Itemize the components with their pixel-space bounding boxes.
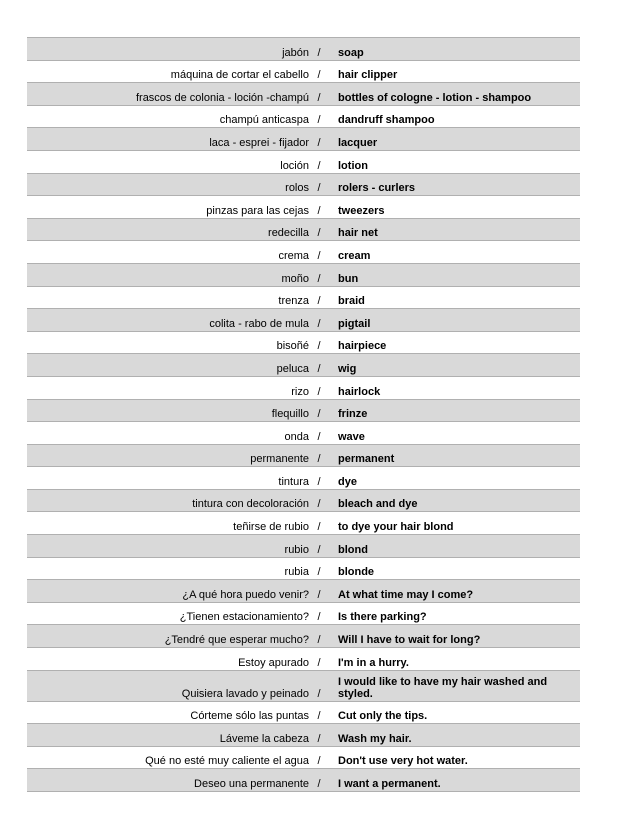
- english-term: pigtail: [338, 317, 371, 330]
- separator: /: [317, 453, 321, 466]
- english-term: Wash my hair.: [338, 732, 412, 745]
- separator: /: [317, 732, 321, 745]
- spanish-term: rizo: [291, 385, 309, 398]
- separator: /: [317, 755, 321, 768]
- english-term: rolers - curlers: [338, 182, 416, 195]
- spanish-term: trenza: [278, 295, 309, 308]
- separator: /: [317, 204, 321, 217]
- separator: /: [317, 778, 321, 790]
- table-row: [27, 558, 580, 581]
- spanish-term: ¿Tendré que esperar mucho?: [164, 634, 309, 647]
- english-term: dandruff shampoo: [338, 114, 435, 127]
- spanish-term: flequillo: [271, 408, 309, 421]
- separator: /: [317, 385, 321, 398]
- spanish-term: peluca: [276, 362, 309, 375]
- table-row: [27, 603, 580, 626]
- table-row: [27, 648, 580, 671]
- separator: /: [317, 362, 321, 375]
- english-term: At what time may I come?: [338, 588, 474, 601]
- spanish-term: Quisiera lavado y peinado: [181, 687, 309, 700]
- spanish-term: rubio: [284, 543, 309, 556]
- spanish-term: frascos de colonia - loción -champú: [135, 91, 309, 104]
- spanish-term: colita - rabo de mula: [209, 317, 309, 330]
- table-row: [27, 422, 580, 445]
- table-row: [27, 106, 580, 129]
- separator: /: [317, 408, 321, 421]
- table-row: [27, 241, 580, 264]
- separator: /: [317, 687, 321, 700]
- spanish-term: ¿Tienen estacionamiento?: [179, 611, 309, 624]
- table-row: [27, 671, 580, 702]
- spanish-term: crema: [278, 249, 309, 262]
- separator: /: [317, 611, 321, 624]
- spanish-term: pinzas para las cejas: [206, 204, 309, 217]
- spanish-term: champú anticaspa: [219, 114, 309, 127]
- english-term: frinze: [338, 408, 368, 421]
- separator: /: [317, 295, 321, 308]
- english-term: I want a permanent.: [338, 778, 441, 790]
- separator: /: [317, 656, 321, 669]
- separator: /: [317, 317, 321, 330]
- english-term: hairlock: [338, 385, 381, 398]
- english-term: braid: [338, 295, 365, 308]
- spanish-term: Deseo una permanente: [194, 778, 309, 790]
- table-row: [27, 445, 580, 468]
- english-term: I would like to have my hair washed and styled.: [338, 675, 548, 700]
- english-term: Cut only the tips.: [338, 710, 428, 723]
- english-term: lacquer: [338, 136, 378, 149]
- english-term: blond: [338, 543, 368, 556]
- table-row: [27, 128, 580, 151]
- table-row: [27, 151, 580, 174]
- table-row: [27, 535, 580, 558]
- table-row: [27, 377, 580, 400]
- table-row: [27, 625, 580, 648]
- english-term: lotion: [338, 159, 368, 172]
- table-row: [27, 332, 580, 355]
- table-row: [27, 354, 580, 377]
- spanish-term: Estoy apurado: [238, 656, 309, 669]
- spanish-term: redecilla: [268, 227, 309, 240]
- separator: /: [317, 566, 321, 579]
- table-row: [27, 769, 580, 792]
- english-term: bottles of cologne - lotion - shampoo: [338, 91, 532, 104]
- separator: /: [317, 710, 321, 723]
- separator: /: [317, 159, 321, 172]
- english-term: hair clipper: [338, 69, 398, 82]
- separator: /: [317, 114, 321, 127]
- spanish-term: tintura: [278, 475, 309, 488]
- english-term: Will I have to wait for long?: [338, 634, 481, 647]
- spanish-term: jabón: [282, 46, 309, 59]
- spanish-term: máquina de cortar el cabello: [170, 69, 309, 82]
- english-term: wig: [338, 362, 357, 375]
- spanish-term: teñirse de rubio: [233, 521, 309, 534]
- spanish-term: Láveme la cabeza: [219, 732, 309, 745]
- english-term: Is there parking?: [338, 611, 427, 624]
- separator: /: [317, 69, 321, 82]
- table-row: [27, 724, 580, 747]
- separator: /: [317, 340, 321, 353]
- table-row: [27, 512, 580, 535]
- table-row: [27, 196, 580, 219]
- english-term: permanent: [338, 453, 395, 466]
- separator: /: [317, 91, 321, 104]
- table-row: [27, 83, 580, 106]
- table-row: [27, 467, 580, 490]
- separator: /: [317, 182, 321, 195]
- vocabulary-table: [27, 37, 580, 792]
- english-term: hair net: [338, 227, 378, 240]
- separator: /: [317, 136, 321, 149]
- table-row: [27, 219, 580, 242]
- spanish-term: loción: [280, 159, 309, 172]
- separator: /: [317, 46, 321, 59]
- separator: /: [317, 249, 321, 262]
- spanish-term: permanente: [250, 453, 309, 466]
- english-term: bleach and dye: [338, 498, 418, 511]
- table-row: [27, 264, 580, 287]
- spanish-term: onda: [284, 430, 309, 443]
- table-row: [27, 61, 580, 84]
- separator: /: [317, 272, 321, 285]
- separator: /: [317, 227, 321, 240]
- table-row: [27, 287, 580, 310]
- separator: /: [317, 588, 321, 601]
- spanish-term: tintura con decoloración: [192, 498, 309, 511]
- table-row: [27, 309, 580, 332]
- english-term: bun: [338, 272, 359, 285]
- table-row: [27, 490, 580, 513]
- separator: /: [317, 475, 321, 488]
- table-row: [27, 580, 580, 603]
- separator: /: [317, 430, 321, 443]
- spanish-term: Córteme sólo las puntas: [190, 710, 309, 723]
- separator: /: [317, 543, 321, 556]
- english-term: Don't use very hot water.: [338, 755, 468, 768]
- table-row: [27, 400, 580, 423]
- separator: /: [317, 521, 321, 534]
- spanish-term: moño: [281, 272, 309, 285]
- separator: /: [317, 498, 321, 511]
- english-term: dye: [338, 475, 357, 488]
- english-term: cream: [338, 249, 371, 262]
- separator: /: [317, 634, 321, 647]
- english-term: soap: [338, 46, 364, 59]
- table-row: [27, 38, 580, 61]
- english-term: wave: [338, 430, 365, 443]
- spanish-term: rubia: [284, 566, 309, 579]
- spanish-term: ¿A qué hora puedo venir?: [182, 588, 309, 601]
- table-row: [27, 702, 580, 725]
- spanish-term: bisoñé: [276, 340, 309, 353]
- english-term: hairpiece: [338, 340, 387, 353]
- table-row: [27, 174, 580, 197]
- table-row: [27, 747, 580, 770]
- spanish-term: rolos: [285, 182, 309, 195]
- english-term: blonde: [338, 566, 375, 579]
- english-term: I'm in a hurry.: [338, 656, 409, 669]
- spanish-term: Qué no esté muy caliente el agua: [145, 755, 309, 768]
- spanish-term: laca - esprei - fijador: [209, 136, 309, 149]
- english-term: to dye your hair blond: [338, 521, 454, 534]
- english-term: tweezers: [338, 204, 385, 217]
